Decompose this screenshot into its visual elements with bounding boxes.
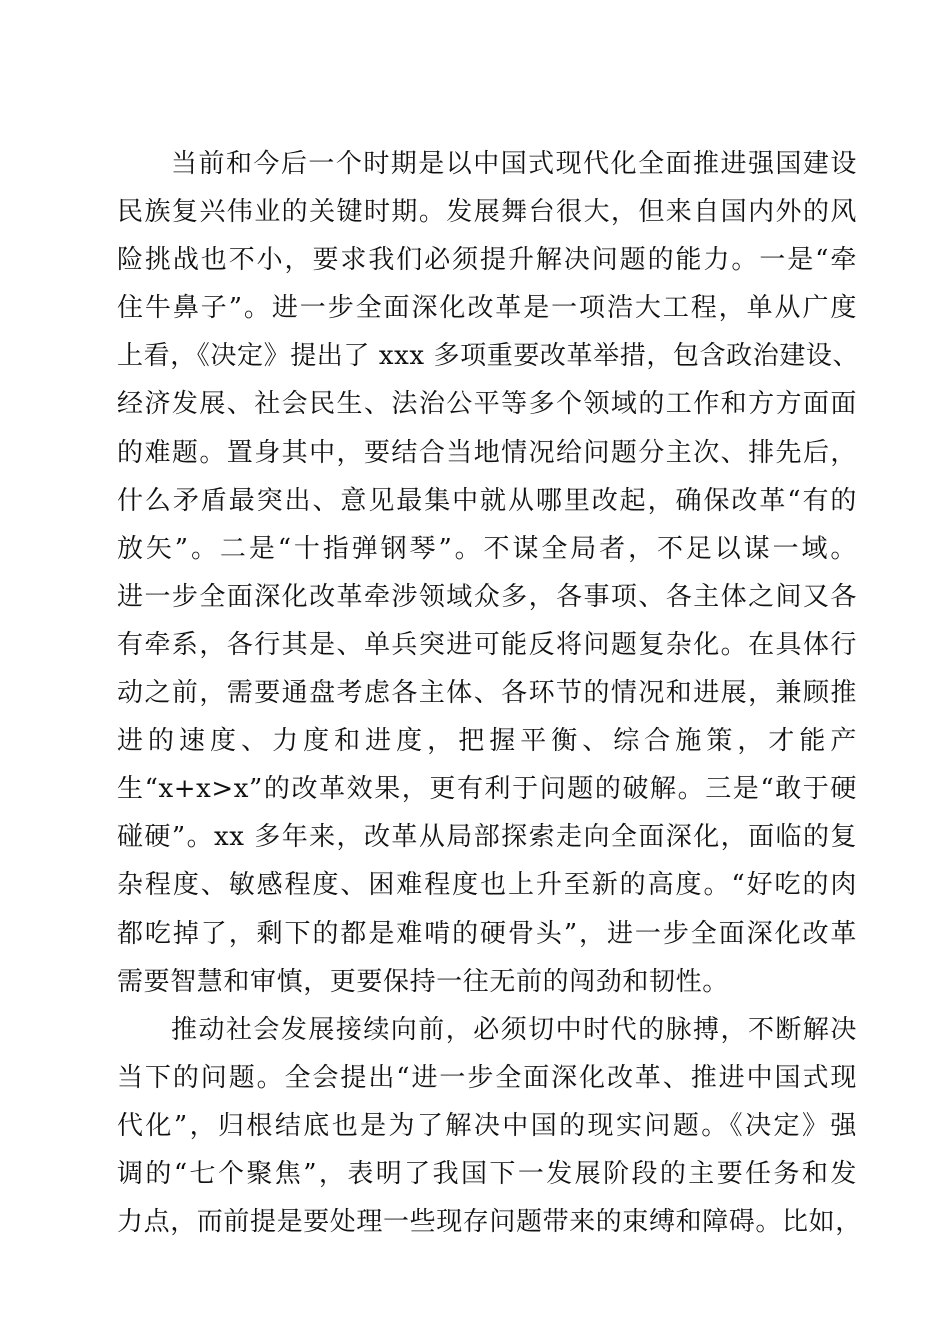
paragraph-1-line-14: 生“x+x>x”的改革效果，更有利于问题的破解。三是“敢于硬 [117,774,857,805]
paragraph-1-line-12: 动之前，需要通盘考虑各主体、各环节的情况和进展，兼顾推 [117,678,857,709]
paragraph-1-line-9: 放矢”。二是“十指弹钢琴”。不谋全局者，不足以谋一域。 [117,533,857,564]
paragraph-1-line-18: 需要智慧和审慎，更要保持一往无前的闯劲和韧性。 [117,966,729,997]
paragraph-1-line-15: 碰硬”。xx 多年来，改革从局部探索走向全面深化，面临的复 [117,822,857,853]
paragraph-1-line-1: 当前和今后一个时期是以中国式现代化全面推进强国建设 [171,149,857,179]
paragraph-1-line-13: 进的速度、力度和进度，把握平衡、综合施策，才能产 [117,726,857,757]
body-text [117,140,862,1246]
paragraph-1-line-5: 上看，《决定》提出了 xxx 多项重要改革举措，包含政治建设、 [117,341,860,372]
paragraph-1-line-6: 经济发展、社会民生、法治公平等多个领域的工作和方方面面 [117,389,857,420]
paragraph-2-line-1: 推动社会发展接续向前，必须切中时代的脉搏，不断解决 [171,1014,857,1045]
paragraph-1-line-17: 都吃掉了，剩下的都是难啃的硬骨头”，进一步全面深化改革 [117,918,857,949]
paragraph-1-line-7: 的难题。置身其中，要结合当地情况给问题分主次、排先后， [117,437,857,468]
paragraph-2-line-2: 当下的问题。全会提出“进一步全面深化改革、推进中国式现 [117,1062,857,1093]
paragraph-2-line-3: 代化”，归根结底也是为了解决中国的现实问题。《决定》强 [117,1110,857,1141]
paragraph-1-line-4: 住牛鼻子”。进一步全面深化改革是一项浩大工程，单从广度 [117,293,857,324]
paragraph-1-line-2: 民族复兴伟业的关键时期。发展舞台很大，但来自国内外的风 [117,197,857,228]
paragraph-2-line-4: 调的“七个聚焦”，表明了我国下一发展阶段的主要任务和发 [117,1158,857,1189]
paragraph-1-line-8: 什么矛盾最突出、意见最集中就从哪里改起，确保改革“有的 [117,485,857,516]
paragraph-1-line-10: 进一步全面深化改革牵涉领域众多，各事项、各主体之间又各 [117,581,857,612]
paragraph-1-line-3: 险挑战也不小，要求我们必须提升解决问题的能力。一是“牵 [117,245,857,276]
paragraph-1-line-11: 有牵系，各行其是、单兵突进可能反将问题复杂化。在具体行 [117,629,857,660]
paragraph-1-line-16: 杂程度、敏感程度、困难程度也上升至新的高度。“好吃的肉 [117,870,857,901]
paragraph-2-line-5: 力点，而前提是要处理一些现存问题带来的束缚和障碍。比如， [117,1207,862,1238]
